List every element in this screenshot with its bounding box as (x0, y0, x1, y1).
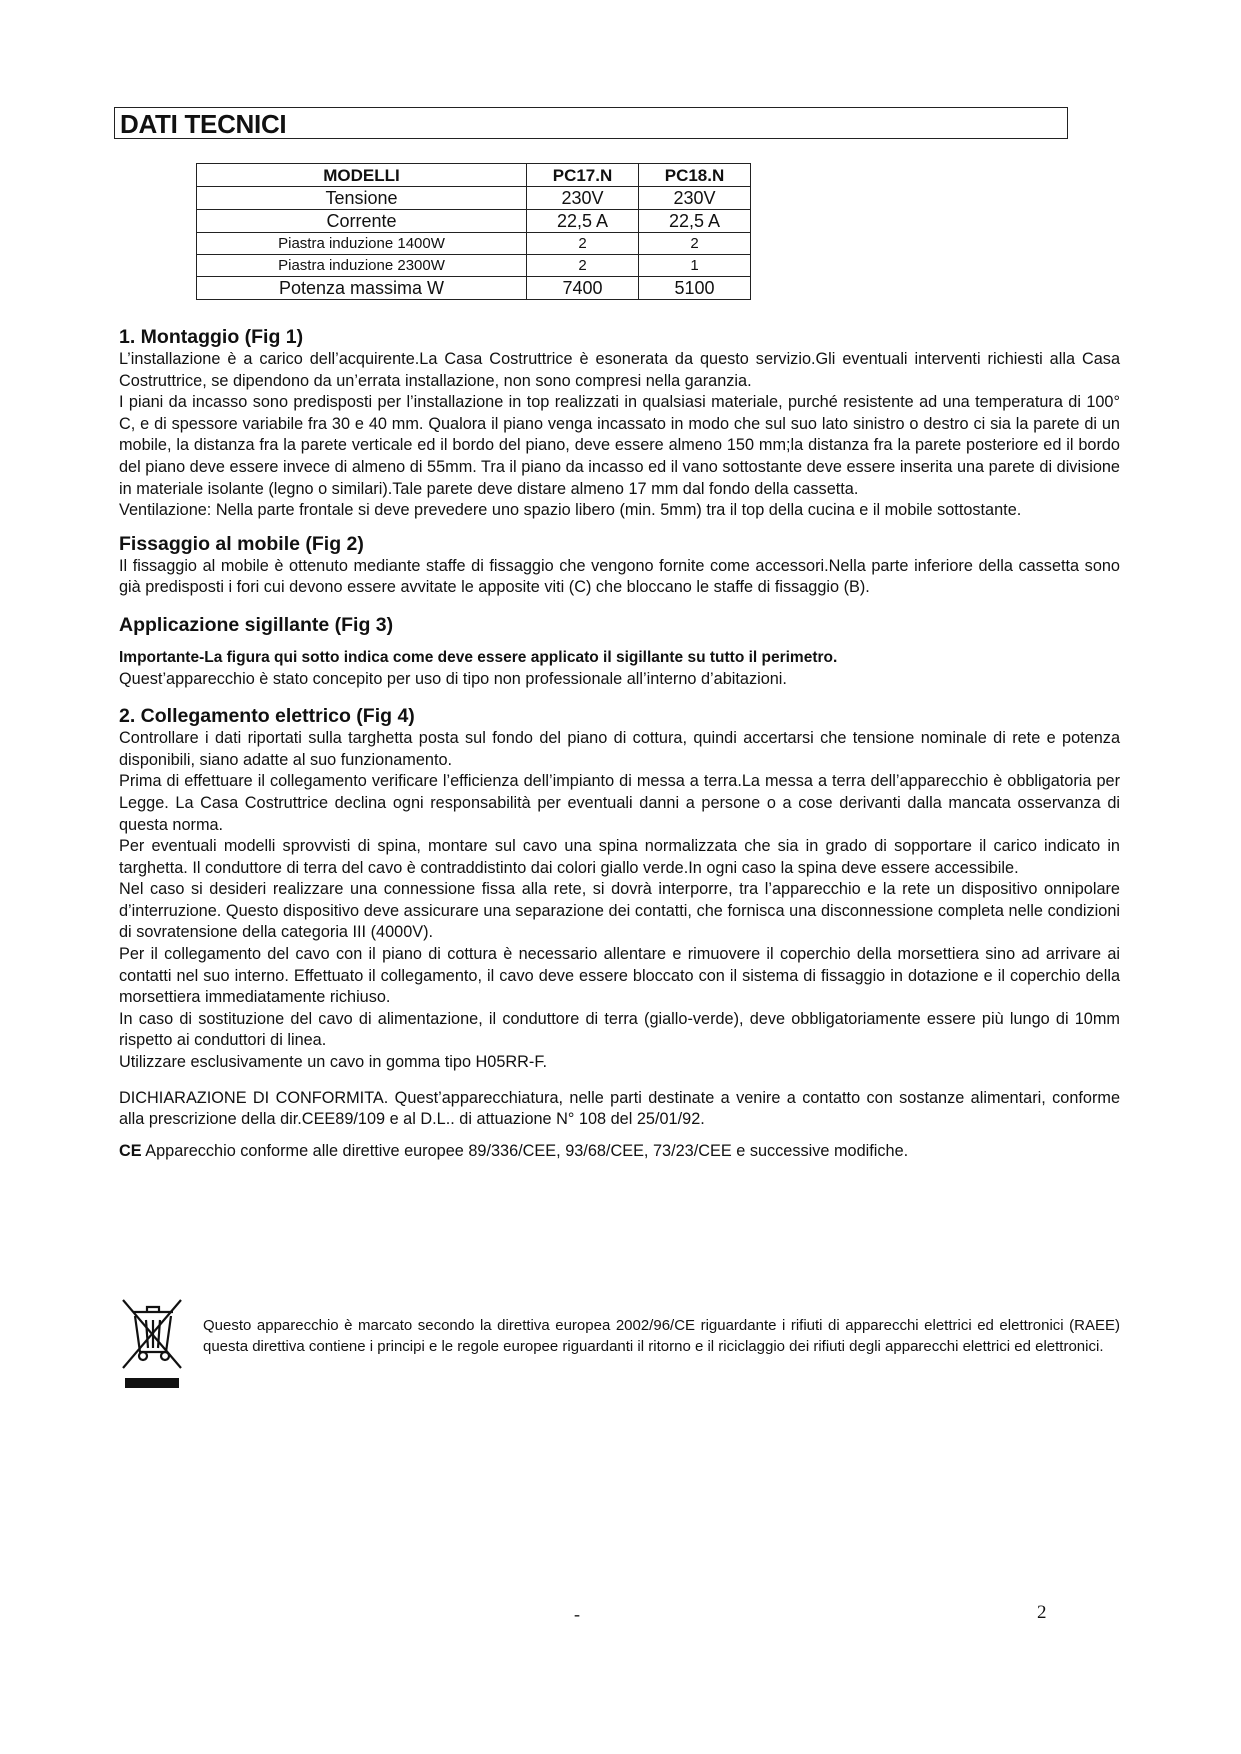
weee-bin-icon (119, 1290, 185, 1390)
section-heading-collegamento: 2. Collegamento elettrico (Fig 4) (119, 705, 415, 728)
paragraph: Utilizzare esclusivamente un cavo in gomma tipo H05RR-F. (119, 1053, 548, 1072)
paragraph: Per il collegamento del cavo con il piano di cottura è necessario allentare e rimuovere il coperchio della morsettiera sino ad arrivare ai contatti nel suo interno. Effettuato il collegamento, il cavo deve essere bloccato con il sistema di fissaggio in dotazione e il coperchio della morsettiera immediatamente richiuso. (119, 945, 1120, 1007)
paragraph: L’installazione è a carico dell’acquirente.La Casa Costruttrice è esonerata da questo servizio.Gli eventuali interventi richiesti alla Casa Costruttrice, se dipendono da un’errata installazione, non sono compresi nella garanzia. (119, 350, 1120, 390)
row-value-pc17: 2 (527, 233, 639, 255)
section-heading-fissaggio: Fissaggio al mobile (Fig 2) (119, 532, 364, 555)
row-label: Tensione (197, 187, 527, 210)
spacer (119, 690, 1120, 704)
row-label: Piastra induzione 2300W (197, 255, 527, 277)
paragraph: Quest’apparecchio è stato concepito per uso di tipo non professionale all’interno d’abitazioni. (119, 669, 787, 688)
spec-table (196, 163, 751, 300)
row-value-pc17: 7400 (527, 277, 639, 300)
paragraph: Ventilazione: Nella parte frontale si deve prevedere uno spazio libero (min. 5mm) tra il top della cucina e il mobile sottostante. (119, 501, 1022, 520)
page-number: 2 (1037, 1602, 1047, 1623)
spacer (119, 599, 1120, 613)
table-row (197, 277, 751, 300)
spec-table-header (197, 164, 751, 187)
ce-text: Apparecchio conforme alle direttive europee 89/336/CEE, 93/68/CEE, 73/23/CEE e successive modifiche. (141, 1141, 909, 1160)
row-value-pc18: 1 (639, 255, 751, 277)
spacer (119, 522, 1120, 532)
row-value-pc17: 2 (527, 255, 639, 277)
row-value-pc18: 22,5 A (639, 210, 751, 233)
section-heading-montaggio: 1. Montaggio (Fig 1) (119, 326, 304, 348)
row-value-pc17: 230V (527, 187, 639, 210)
paragraph: I piani da incasso sono predisposti per l’installazione in top realizzati in qualsiasi materiale, purché resistente ad una temperatura di 100° C, e di spessore variabile fra 30 e 40 mm. Qualora il piano venga incassato in modo che sul suo lato sinistro o destro ci sia la parete di un mobile, la distanza fra la parete verticale ed il bordo del piano, deve essere almeno 150 mm;la distanza fra la parete posteriore ed il bordo del piano deve essere invece di almeno di 55mm. Tra il piano da incasso ed il vano sottostante deve essere inserita una parete di divisione in materiale isolante (legno o similari).Tale parete deve distare almeno 17 mm dal fondo della cassetta. (119, 393, 1120, 498)
ce-mark: CE (119, 1141, 142, 1160)
paragraph: Prima di effettuare il collegamento verificare l’efficienza dell’impianto di messa a terra.La messa a terra dell’apparecchio è obbligatoria per Legge. La Casa Costruttrice declina ogni responsabilità per eventuali danni a persone o a cose derivanti dalla mancata osservanza di questa norma. (119, 772, 1120, 834)
conformity-declaration: DICHIARAZIONE DI CONFORMITA. Quest’apparecchiatura, nelle parti destinate a venire a contatto con sostanze alimentari, conforme alla prescrizione della dir.CEE89/109 e al D.L.. di attuazione N° 108 del 25/01/92. (119, 1088, 1120, 1129)
row-value-pc18: 5100 (639, 277, 751, 300)
spacer (119, 637, 1120, 647)
paragraph: In caso di sostituzione del cavo di alimentazione, il conduttore di terra (giallo-verde), deve obbligatoriamente essere più lungo di 10mm rispetto ai conduttori di linea. (119, 1009, 1120, 1050)
title-box (114, 107, 1068, 139)
paragraph: Il fissaggio al mobile è ottenuto mediante staffe di fissaggio che vengono fornite come accessori.Nella parte inferiore della cassetta sono già predisposti i fori cui devono essere avvitate le apposite viti (C) che bloccano le staffe di fissaggio (B). (119, 556, 1120, 597)
row-label: Potenza massima W (197, 277, 527, 300)
spacer (119, 1074, 1120, 1088)
ce-statement (119, 1141, 1120, 1163)
spacer (119, 1131, 1120, 1141)
paragraph: Per eventuali modelli sprovvisti di spina, montare sul cavo una spina normalizzata che sia in grado di sopportare il carico indicato in targhetta. Il conduttore di terra del cavo è contraddistinto dai colori giallo verde.In ogni caso la spina deve essere accessibile. (119, 837, 1120, 877)
row-label: Corrente (197, 210, 527, 233)
paragraph: Nel caso si desideri realizzare una connessione fissa alla rete, si dovrà interporre, tra l’apparecchio e la rete un dispositivo onnipolare d’interruzione. Questo dispositivo deve assicurare una separazione dei contatti, che fornisca una disconnessione completa nelle condizioni di sovratensione della categoria III (4000V). (119, 880, 1120, 942)
row-value-pc18: 230V (639, 187, 751, 210)
header-cell-pc18: PC18.N (639, 164, 751, 187)
row-value-pc18: 2 (639, 233, 751, 255)
table-row (197, 187, 751, 210)
table-row (197, 210, 751, 233)
table-row (197, 255, 751, 277)
page-title: DATI TECNICI (120, 109, 287, 139)
table-row (197, 233, 751, 255)
body-content (119, 325, 1120, 1162)
row-value-pc17: 22,5 A (527, 210, 639, 233)
section-heading-sigillante: Applicazione sigillante (Fig 3) (119, 613, 394, 636)
footer-dash: - (574, 1604, 580, 1624)
header-cell-models: MODELLI (197, 164, 527, 187)
paragraph: Controllare i dati riportati sulla targhetta posta sul fondo del piano di cottura, quindi accertarsi che tensione nominale di rete e potenza disponibili, siano adatte al suo funzionamento. (119, 729, 1120, 769)
header-cell-pc17: PC17.N (527, 164, 639, 187)
weee-notice: Questo apparecchio è marcato secondo la direttiva europea 2002/96/CE riguardante i rifiuti di apparecchi elettrici ed elettronici (RAEE) questa direttiva contiene i principi e le regole europee riguardanti il ritorno e il riciclaggio dei rifiuti degli apparecchi elettrici ed elettronici. (203, 1317, 1120, 1355)
important-note: Importante-La figura qui sotto indica come deve essere applicato il sigillante su tutto il perimetro. (119, 648, 838, 666)
row-label: Piastra induzione 1400W (197, 233, 527, 255)
